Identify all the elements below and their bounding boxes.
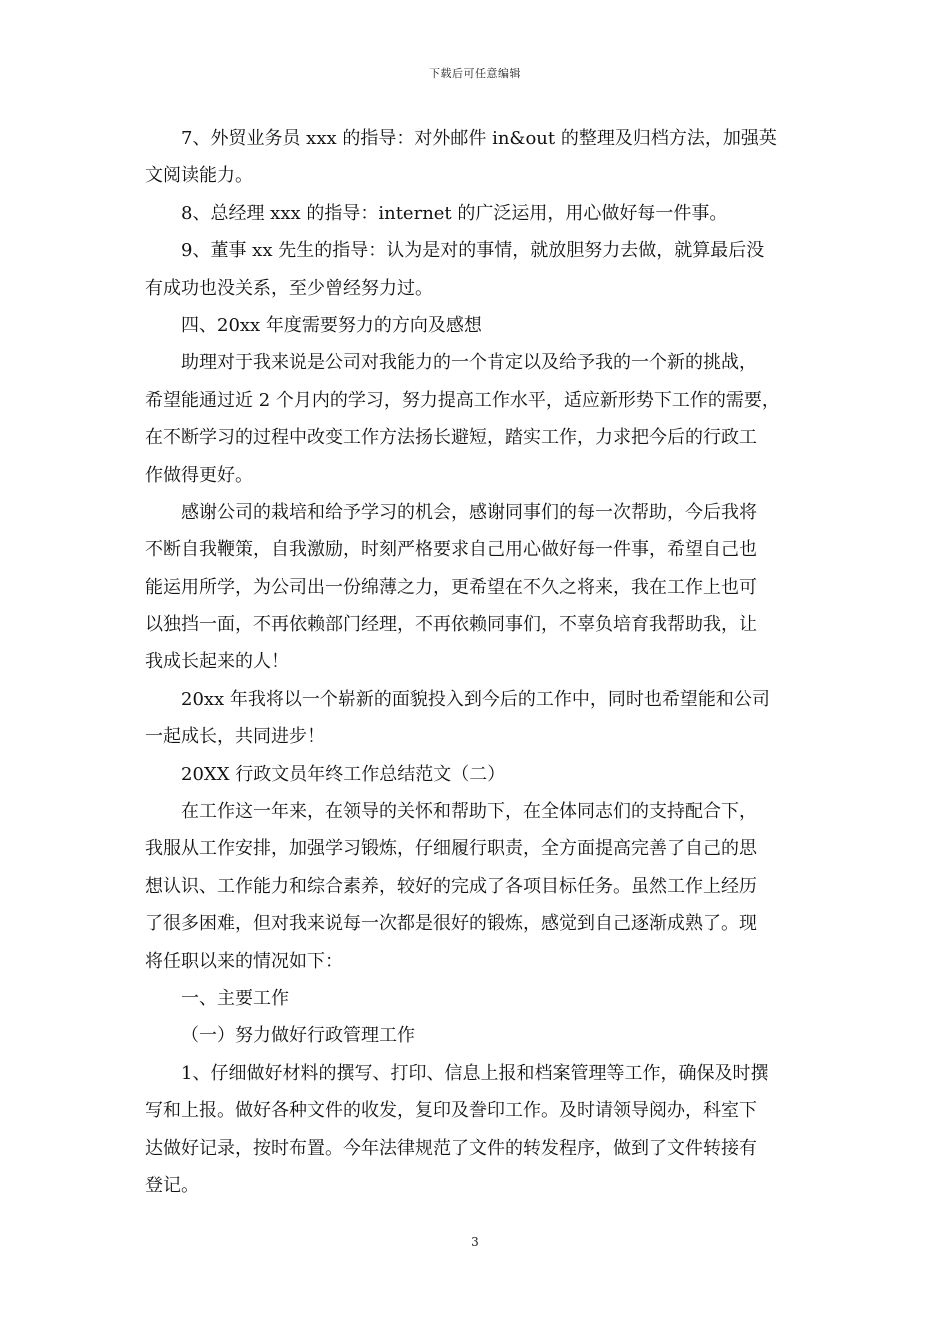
text-line: 达做好记录，按时布置。今年法律规范了文件的转发程序，做到了文件转接有 — [145, 1137, 757, 1159]
text-line: 感谢公司的栽培和给予学习的机会，感谢同事们的每一次帮助，今后我将 — [181, 501, 757, 523]
text-line: 1、仔细做好材料的撰写、打印、信息上报和档案管理等工作，确保及时撰 — [181, 1062, 769, 1084]
text-line: 在不断学习的过程中改变工作方法扬长避短，踏实工作，力求把今后的行政工 — [145, 427, 757, 449]
text-line: 文阅读能力。 — [145, 165, 253, 187]
text-line: 作做得更好。 — [145, 464, 253, 486]
text-line: （一）努力做好行政管理工作 — [181, 1025, 415, 1047]
page-number: 3 — [471, 1235, 479, 1249]
text-line: 8、总经理 xxx 的指导：internet 的广泛运用，用心做好每一件事。 — [181, 202, 728, 224]
text-line: 20XX 行政文员年终工作总结范文（二） — [181, 763, 506, 785]
text-line: 写和上报。做好各种文件的收发，复印及誊印工作。及时请领导阅办，科室下 — [145, 1100, 757, 1122]
text-line: 了很多困难，但对我来说每一次都是很好的锻炼，感觉到自己逐渐成熟了。现 — [145, 913, 757, 935]
text-line: 在工作这一年来，在领导的关怀和帮助下，在全体同志们的支持配合下， — [181, 801, 757, 823]
text-line: 一起成长，共同进步！ — [145, 726, 325, 748]
text-line: 以独挡一面，不再依赖部门经理，不再依赖同事们，不辜负培育我帮助我，让 — [145, 614, 757, 636]
text-line: 想认识、工作能力和综合素养，较好的完成了各项目标任务。虽然工作上经历 — [145, 875, 757, 897]
text-line: 我服从工作安排，加强学习锻炼，仔细履行职责，全方面提高完善了自己的思 — [145, 838, 757, 860]
text-line: 将任职以来的情况如下： — [145, 950, 343, 972]
page-header: 下载后可任意编辑 — [429, 67, 521, 80]
text-line: 四、20xx 年度需要努力的方向及感想 — [181, 314, 482, 336]
text-line: 7、外贸业务员 xxx 的指导：对外邮件 in&out 的整理及归档方法，加强英 — [181, 128, 777, 149]
text-line: 20xx 年我将以一个崭新的面貌投入到今后的工作中，同时也希望能和公司 — [181, 688, 770, 710]
text-line: 助理对于我来说是公司对我能力的一个肯定以及给予我的一个新的挑战， — [181, 352, 757, 374]
text-line: 我成长起来的人！ — [145, 651, 289, 673]
text-line: 一、主要工作 — [181, 987, 289, 1009]
text-line: 能运用所学，为公司出一份绵薄之力，更希望在不久之将来，我在工作上也可 — [145, 576, 757, 598]
text-line: 不断自我鞭策，自我激励，时刻严格要求自己用心做好每一件事，希望自己也 — [145, 539, 757, 561]
text-line: 希望能通过近 2 个月内的学习，努力提高工作水平，适应新形势下工作的需要， — [145, 389, 780, 411]
text-line: 有成功也没关系，至少曾经努力过。 — [145, 277, 433, 299]
text-line: 9、董事 xx 先生的指导：认为是对的事情，就放胆努力去做，就算最后没 — [181, 240, 765, 262]
text-line: 登记。 — [145, 1174, 199, 1196]
document-body — [145, 120, 811, 1204]
